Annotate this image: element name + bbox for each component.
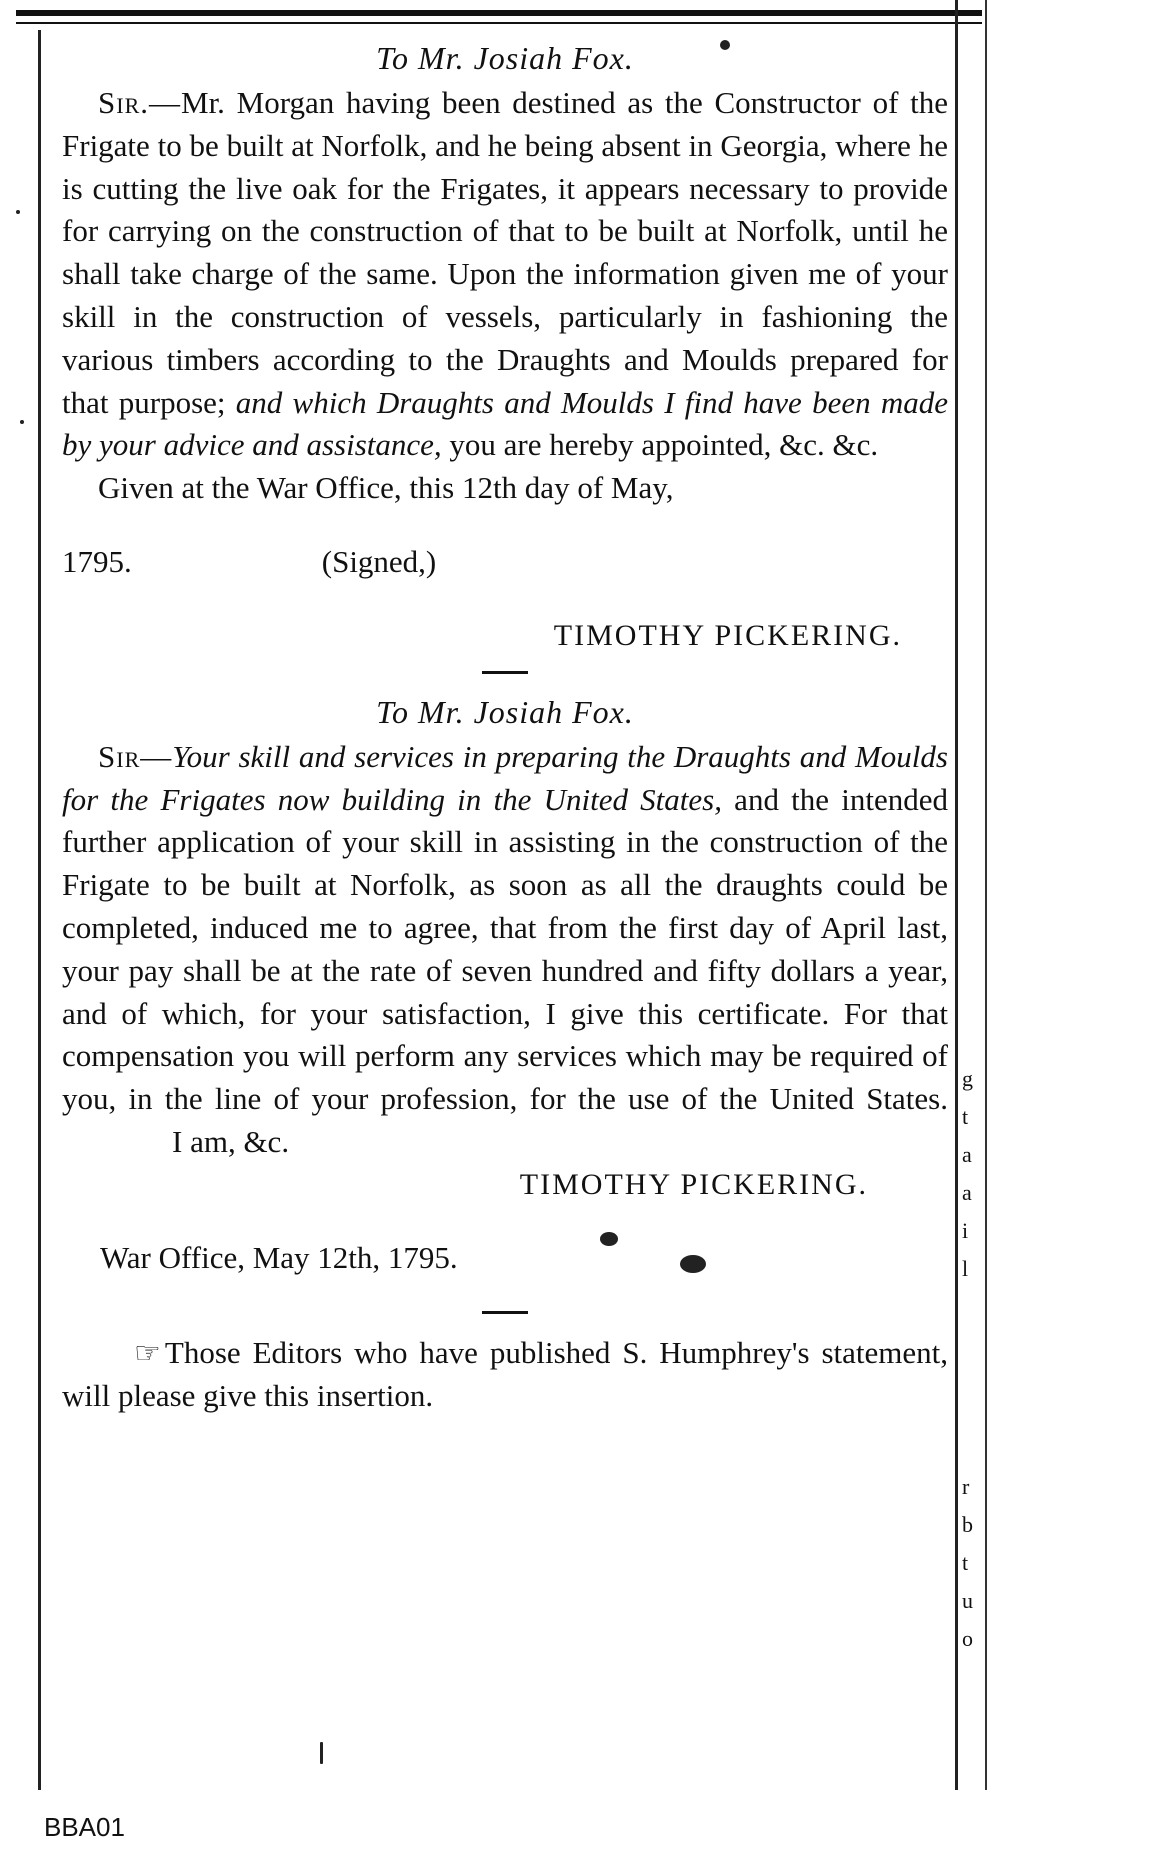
print-speck [600, 1232, 618, 1246]
letter-one-signed: (Signed,) [321, 543, 437, 579]
letter-one-heading: To Mr. Josiah Fox. [376, 40, 634, 76]
pointing-hand-icon: ☞ [134, 1336, 161, 1370]
letter-two-body-italic: Your skill and services in preparing the Draughts and Moulds for the Frigates now building in the United States, [62, 738, 948, 817]
print-speck [720, 40, 730, 50]
editors-notice-text: Those Editors who have published S. Humphrey's statement, will please give this insertion. [62, 1334, 948, 1414]
top-column-rule [16, 10, 982, 16]
letter-two-place-date: War Office, May 12th, 1795. [100, 1239, 458, 1275]
column-border-right [955, 0, 958, 1790]
edge-letter: u [962, 1588, 973, 1613]
top-column-rule-thin [16, 22, 982, 24]
edge-letter: r [962, 1474, 970, 1499]
column-border-left [38, 30, 41, 1790]
print-speck [16, 210, 20, 214]
letter-one-body [62, 82, 948, 467]
letter-one-body-end: you are hereby appointed, &c. &c. [441, 427, 879, 463]
editors-notice [62, 1332, 948, 1419]
print-speck [20, 420, 24, 424]
letter-two-body-text: and the intended further application of your skill in assisting in the construction of the Frigate to be built at Norfolk, as soon as all the draughts could be completed, induced me to agree, that from the first day of April last, your pay shall be at the rate of seven hundred and fifty dollars a year, and of which, for your satisfaction, I give this certificate. For that compensation you will perform any services which may be required of you, in the line of your profession, for the use of the United States. [62, 781, 948, 1117]
letter-one-body-italic: and which Draughts and Moulds I find have been made by your advice and assistance, [62, 384, 948, 463]
edge-letter: t [962, 1104, 969, 1129]
print-speck [320, 1742, 323, 1764]
section-divider [482, 1311, 528, 1314]
print-speck [680, 1255, 706, 1273]
letter-two-body [62, 736, 948, 1164]
letter-one-salutation: Sir.— [98, 85, 181, 120]
letter-one-body-text: Mr. Morgan having been destined as the Constructor of the Frigate to be built at Norfolk, and he being absent in Georgia, where he is cutting the live oak for the Frigates, it appears necessary to provide for carrying on the construction of that to be built at Norfolk, until he shall take charge of the same. Upon the information given me of your skill in the construction of vessels, particularly in fashioning the various timbers according to the Draughts and Moulds prepared for that purpose; [62, 85, 948, 420]
letter-one [62, 38, 948, 657]
edge-letter: a [962, 1180, 972, 1205]
letter-one-year: 1795. [62, 543, 132, 579]
letter-one-year-line [62, 541, 948, 584]
newspaper-column [62, 38, 948, 1418]
section-divider [482, 671, 528, 674]
letter-two-closing: I am, &c. [172, 1123, 290, 1159]
edge-letter: b [962, 1512, 973, 1537]
edge-letter: l [962, 1256, 969, 1281]
adjacent-column-fragments [962, 1060, 992, 1658]
document-id-label: BBA01 [44, 1812, 125, 1842]
edge-letter: t [962, 1550, 969, 1575]
letter-one-given: Given at the War Office, this 12th day of May, [98, 470, 674, 506]
letter-one-signature: TIMOTHY PICKERING. [553, 618, 902, 652]
letter-two-salutation: Sir— [98, 738, 173, 774]
letter-two-signature: TIMOTHY PICKERING. [519, 1167, 868, 1201]
edge-letter: g [962, 1066, 973, 1091]
edge-letter: i [962, 1218, 969, 1243]
edge-letter: o [962, 1626, 973, 1651]
letter-two-heading: To Mr. Josiah Fox. [376, 693, 634, 730]
edge-letter: a [962, 1142, 972, 1167]
letter-two [62, 692, 948, 1280]
